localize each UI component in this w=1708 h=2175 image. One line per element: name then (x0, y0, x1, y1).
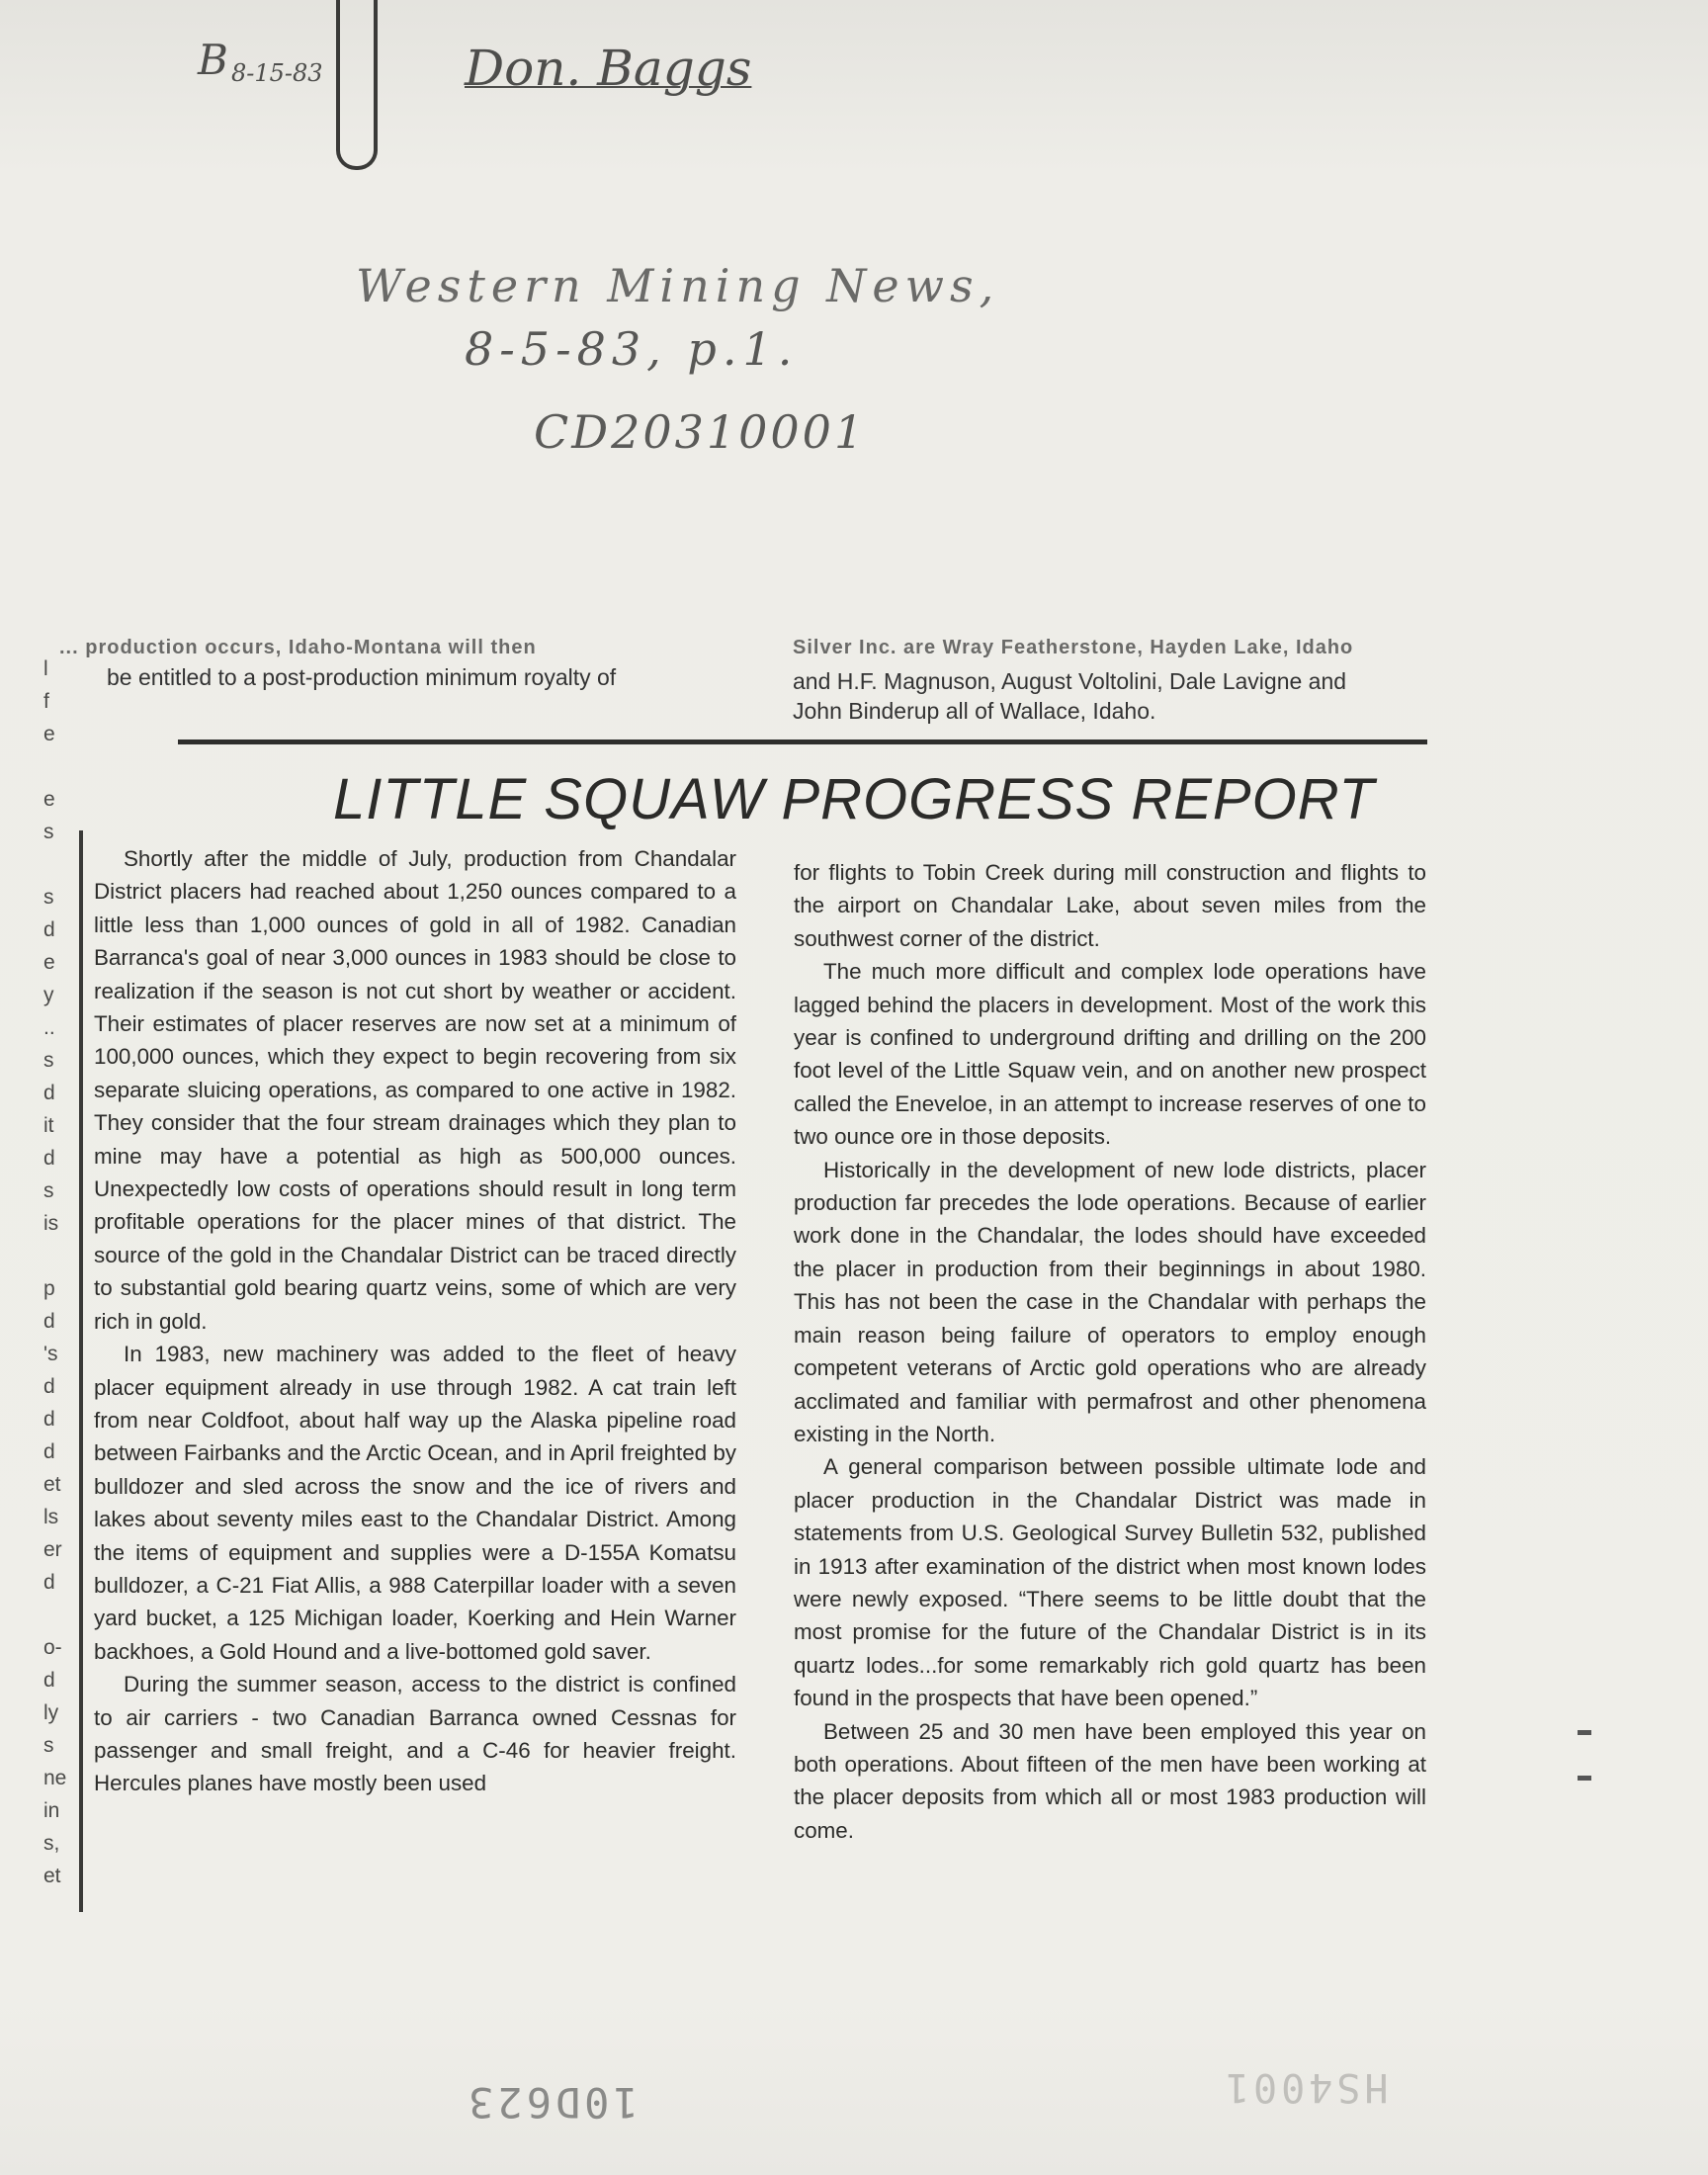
margin-fragment (43, 848, 79, 881)
prior-article-left-line: be entitled to a post-production minimum royalty of (107, 664, 617, 690)
margin-fragment: ls (43, 1506, 59, 1528)
margin-fragment: d (43, 1375, 55, 1398)
paragraph-machinery: In 1983, new machinery was added to the fleet of heavy placer equipment already in use through 1982. A cat train left from near Coldfoot, about half way up the Alaska pipeline road between Fairbanks and the Arctic Ocean, and in April freighted by bulldozer and sled across the snow and the ice of rivers and lakes about seventy miles east to the Chandalar District. Among the items of equipment and supplies were a D-155A Komatsu bulldozer, a C-21 Fiat Allis, a 988 Caterpillar loader with a seven yard bucket, a 125 Michigan loader, Koerking and Hein Warner backhoes, a Gold Hound and a live-bottomed gold saver. (94, 1342, 736, 1664)
margin-fragment (43, 1240, 79, 1272)
margin-fragment: d (43, 1571, 55, 1594)
margin-fragment: .. (43, 1016, 55, 1039)
catalog-code: CD20310001 (534, 405, 867, 459)
source-publication: Western Mining News, (356, 259, 1000, 312)
margin-fragment (43, 1599, 79, 1631)
initials-mark: B (198, 36, 228, 84)
margin-fragment: et (43, 1865, 61, 1887)
paragraph-lode-operations: The much more difficult and complex lode operations have lagged behind the placers in development. Most of the work this year is confined to underground drifting and drilling on the 200 foot level of the Little Squaw vein, and on another new prospect called the Eneveloe, in an attempt to increase reserves of one to two ounce ore in those deposits. (794, 959, 1426, 1150)
margin-fragment: is (43, 1212, 59, 1235)
margin-fragment: ne (43, 1767, 67, 1789)
margin-fragment: y (43, 984, 54, 1006)
scan-mark (1578, 1730, 1591, 1735)
adjacent-column-fragments (43, 652, 79, 1892)
prior-article-right-line1: and H.F. Magnuson, August Voltolini, Dale Lavigne and (793, 668, 1347, 694)
margin-fragment: et (43, 1473, 61, 1496)
scan-mark (1578, 1776, 1591, 1781)
paragraph-usgs-comparison: A general comparison between possible ultimate lode and placer production in the Chandalar District was made in statements from U.S. Geological Survey Bulletin 532, published in 1913 after examination of the district when most known lodes were newly exposed. “There seems to be little doubt that the most promise for the future of the Chandalar District is in its quartz lodes...for some remarkably rich gold quartz has been found in the prospects that have been opened.” (794, 1454, 1426, 1711)
margin-fragment: l (43, 657, 48, 680)
paper-clip (336, 0, 378, 170)
paragraph-flights: for flights to Tobin Creek during mill construction and flights to the airport on Chandalar Lake, about seven miles from the southwest corner of the district. (794, 860, 1426, 951)
margin-fragment: s (43, 821, 54, 843)
article-right-column (794, 856, 1426, 1847)
margin-fragment: s, (43, 1832, 60, 1855)
margin-fragment: e (43, 723, 55, 745)
margin-fragment: d (43, 1408, 55, 1431)
paragraph-history: Historically in the development of new lode districts, placer production far precedes the lode operations. Because of earlier work done in the Chandalar, the lodes should have exceeded the placer in production from their beginnings in about 1980. This has not been the case in the Chandalar with perhaps the main reason being failure of operators to employ enough competent veterans of Arctic gold operations who are already acclimated and familiar with permafrost and other phenomena existing in the North. (794, 1157, 1426, 1446)
margin-fragment: s (43, 1179, 54, 1202)
margin-fragment: ly (43, 1701, 59, 1724)
margin-fragment: p (43, 1277, 55, 1300)
margin-fragment: it (43, 1114, 54, 1137)
margin-fragment: f (43, 690, 49, 713)
prior-article-left-cutoff: ... production occurs, Idaho-Montana will then (59, 637, 537, 658)
margin-fragment: d (43, 1082, 55, 1104)
margin-fragment: d (43, 1669, 55, 1692)
bottom-stamp-faint: HS4001 (1222, 2064, 1389, 2110)
margin-fragment: d (43, 1440, 55, 1463)
margin-fragment: e (43, 951, 55, 974)
margin-fragment: o- (43, 1636, 62, 1659)
margin-fragment: d (43, 1310, 55, 1333)
article-headline: LITTLE SQUAW PROGRESS REPORT (333, 767, 1375, 831)
paragraph-employment: Between 25 and 30 men have been employed this year on both operations. About fifteen of the men have been working at the placer deposits from which all or most 1983 production will come. (794, 1718, 1426, 1843)
article-left-column (94, 842, 736, 1800)
source-date-page: 8-5-83, p.1. (465, 322, 799, 376)
prior-article-right-cutoff: Silver Inc. are Wray Featherstone, Hayden Lake, Idaho (793, 637, 1354, 658)
margin-fragment: er (43, 1538, 62, 1561)
section-divider (178, 740, 1427, 744)
margin-fragment: s (43, 1049, 54, 1072)
paragraph-production: Shortly after the middle of July, production from Chandalar District placers had reached about 1,250 ounces compared to a little less than 1,000 ounces of gold in all of 1982. Canadian Barranca's goal of near 3,000 ounces in 1983 should be close to realization if the season is not cut short by weather or accident. Their estimates of placer reserves are now set at a minimum of 100,000 ounces, which they expect to begin recovering from six separate sluicing operations, as compared to one active in 1982. They consider that the four stream drainages which they plan to mine may have a potential as high as 500,000 ounces. Unexpectedly low costs of operations should result in long term profitable operations for the placer mines of that district. The source of the gold in the Chandalar District can be traced directly to substantial gold bearing quartz veins, some of which are very rich in gold. (94, 846, 736, 1334)
prior-article-right-line2: John Binderup all of Wallace, Idaho. (793, 698, 1156, 724)
margin-fragment: in (43, 1799, 60, 1822)
margin-fragment: s (43, 1734, 54, 1757)
margin-fragment: d (43, 1147, 55, 1170)
margin-fragment: s (43, 886, 54, 909)
author-name: Don. Baggs (465, 40, 752, 97)
margin-fragment: 's (43, 1343, 58, 1365)
column-bar (79, 830, 83, 1912)
bottom-stamp: 10D623 (465, 2078, 639, 2127)
date-stamp: 8-15-83 (231, 59, 323, 87)
margin-fragment: e (43, 788, 55, 811)
margin-fragment: d (43, 918, 55, 941)
paragraph-access: During the summer season, access to the district is confined to air carriers - two Canadian Barranca owned Cessnas for passenger and small freight, and a C-46 for heavier freight. Hercules planes have mostly been used (94, 1672, 736, 1796)
